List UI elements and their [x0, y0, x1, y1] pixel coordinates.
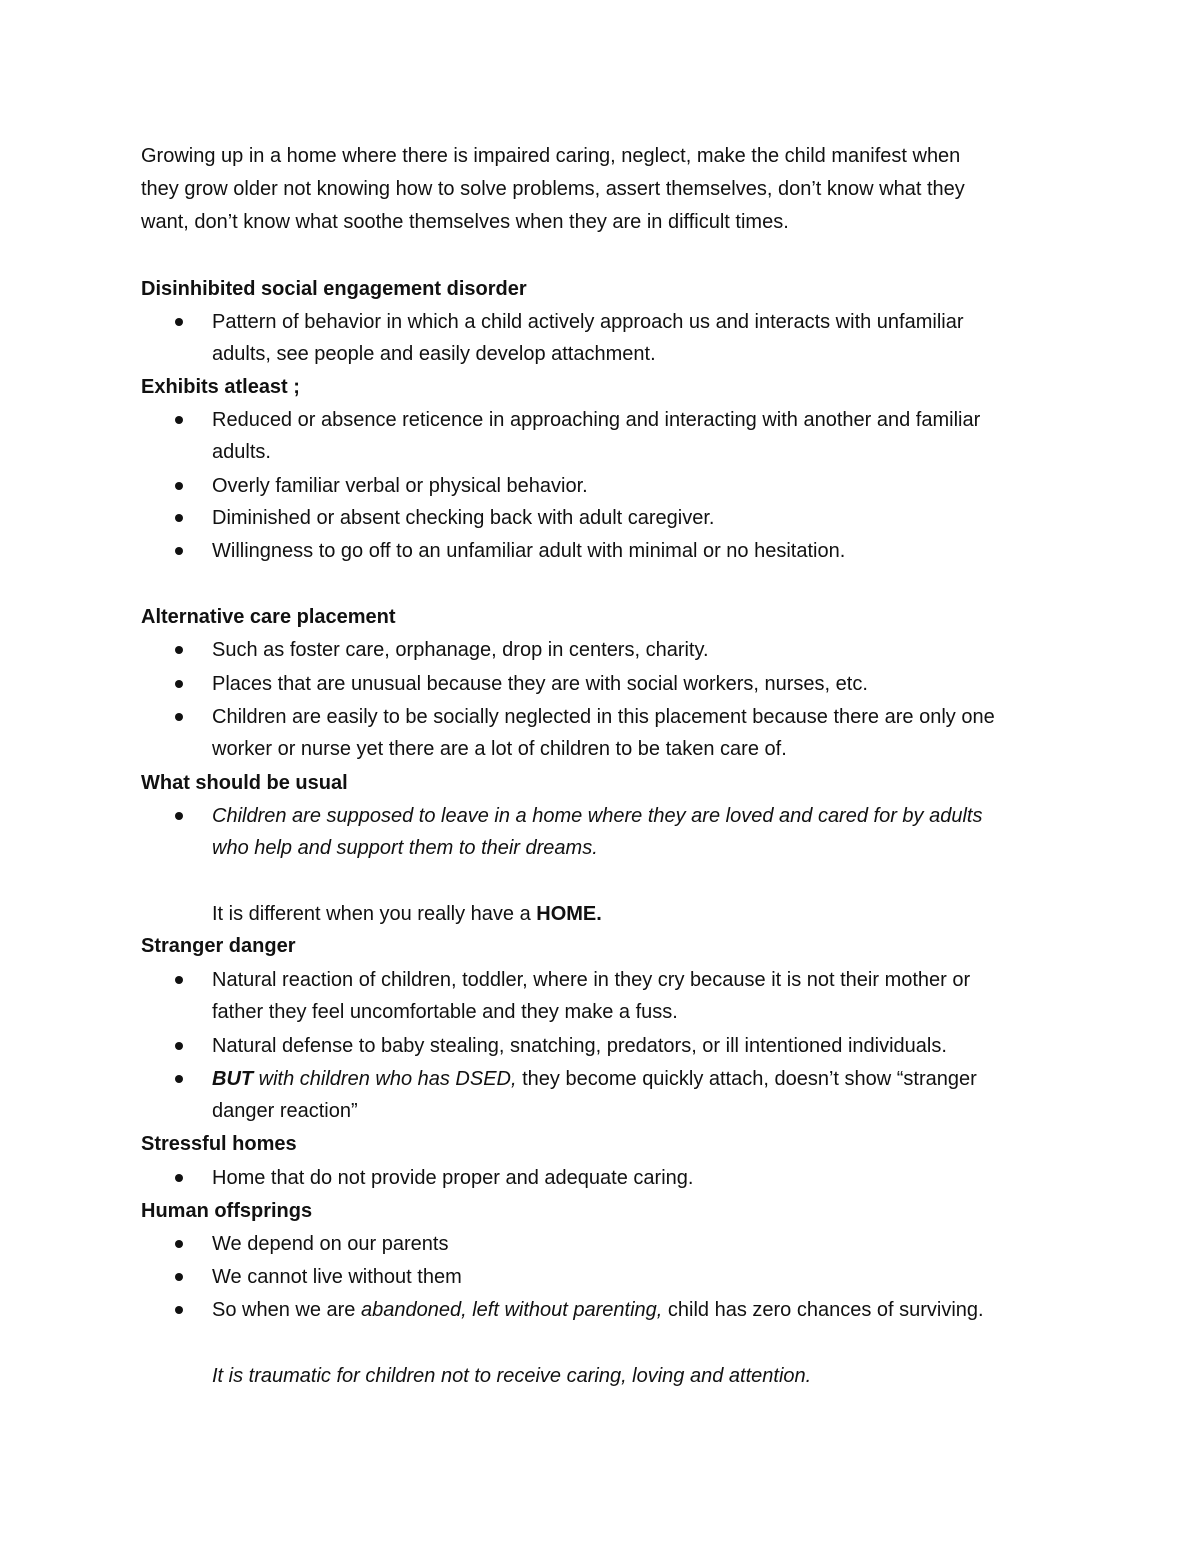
usual-home-note-emphasis: HOME.	[536, 903, 602, 925]
bullet-icon	[175, 976, 183, 984]
exhibits-bullet-4: Willingness to go off to an unfamiliar adult with minimal or no hesitation.	[212, 540, 846, 562]
alt-care-bullet-2: Places that are unusual because they are with social workers, nurses, etc.	[212, 673, 868, 695]
alt-care-bullet-1: Such as foster care, orphanage, drop in centers, charity.	[212, 639, 709, 661]
bullet-icon	[175, 1273, 183, 1281]
intro-line-2: they grow older not knowing how to solve problems, assert themselves, don’t know what they	[141, 178, 965, 200]
stranger-bullet-3-line-1	[212, 1063, 977, 1096]
exhibits-bullet-1-line-1: Reduced or absence reticence in approaching and interacting with another and familiar	[212, 409, 981, 431]
intro-line-1: Growing up in a home where there is impaired caring, neglect, make the child manifest when	[141, 145, 961, 167]
bullet-icon	[175, 547, 183, 555]
offspring-bullet-2: We cannot live without them	[212, 1266, 462, 1288]
bullet-icon	[175, 1306, 183, 1314]
offspring-bullet-3-suffix: child has zero chances of surviving.	[662, 1299, 984, 1321]
stranger-bullet-1-line-1: Natural reaction of children, toddler, where in they cry because it is not their mother or	[212, 969, 971, 991]
stranger-bullet-3-rest: they become quickly attach, doesn’t show “stranger	[516, 1068, 977, 1090]
bullet-icon	[175, 1240, 183, 1248]
alt-care-bullet-3-line-1: Children are easily to be socially neglected in this placement because there are only one	[212, 706, 995, 728]
bullet-icon	[175, 1174, 183, 1182]
usual-home-note-text: It is different when you really have a	[212, 903, 537, 925]
bullet-icon	[175, 1042, 183, 1050]
bullet-icon	[175, 680, 183, 688]
heading-stressful-homes: Stressful homes	[141, 1133, 297, 1155]
heading-what-should-be-usual: What should be usual	[141, 772, 348, 794]
heading-stranger-danger: Stranger danger	[141, 935, 296, 957]
usual-bullet-1-line-1: Children are supposed to leave in a home where they are loved and cared for by adults	[212, 805, 983, 827]
stranger-bullet-2: Natural defense to baby stealing, snatching, predators, or ill intentioned individuals.	[212, 1035, 947, 1057]
bullet-icon	[175, 812, 183, 820]
usual-home-note	[212, 898, 602, 931]
offspring-bullet-3-prefix: So when we are	[212, 1299, 361, 1321]
exhibits-bullet-1-line-2: adults.	[212, 441, 271, 463]
heading-human-offsprings: Human offsprings	[141, 1200, 313, 1222]
stranger-bullet-3-line-2: danger reaction”	[212, 1100, 358, 1122]
heading-alternative-care: Alternative care placement	[141, 606, 396, 628]
offspring-bullet-1: We depend on our parents	[212, 1233, 449, 1255]
offspring-bullet-3-italic: abandoned, left without parenting,	[360, 1299, 663, 1321]
usual-bullet-1-line-2: who help and support them to their dreams.	[212, 837, 598, 859]
bullet-icon	[175, 416, 183, 424]
bullet-icon	[175, 318, 183, 326]
dsed-bullet-1-line-1: Pattern of behavior in which a child actively approach us and interacts with unfamiliar	[212, 311, 964, 333]
dsed-bullet-1-line-2: adults, see people and easily develop attachment.	[212, 343, 656, 365]
bullet-icon	[175, 482, 183, 490]
offspring-bullet-3	[212, 1294, 984, 1327]
stranger-bullet-1-line-2: father they feel uncomfortable and they make a fuss.	[212, 1001, 678, 1023]
bullet-icon	[175, 514, 183, 522]
alt-care-bullet-3-line-2: worker or nurse yet there are a lot of children to be taken care of.	[212, 738, 787, 760]
heading-dsed: Disinhibited social engagement disorder	[141, 278, 527, 300]
bullet-icon	[175, 646, 183, 654]
intro-line-3: want, don’t know what soothe themselves when they are in difficult times.	[141, 211, 789, 233]
stranger-bullet-3-but: BUT	[212, 1068, 254, 1090]
bullet-icon	[175, 713, 183, 721]
stranger-bullet-3-italic: with children who has DSED,	[253, 1068, 517, 1090]
bullet-icon	[175, 1075, 183, 1083]
exhibits-bullet-3: Diminished or absent checking back with adult caregiver.	[212, 507, 715, 529]
closing-statement: It is traumatic for children not to receive caring, loving and attention.	[212, 1365, 812, 1387]
stressful-bullet-1: Home that do not provide proper and adequate caring.	[212, 1167, 694, 1189]
heading-exhibits: Exhibits atleast ;	[141, 376, 300, 398]
exhibits-bullet-2: Overly familiar verbal or physical behavior.	[212, 475, 588, 497]
